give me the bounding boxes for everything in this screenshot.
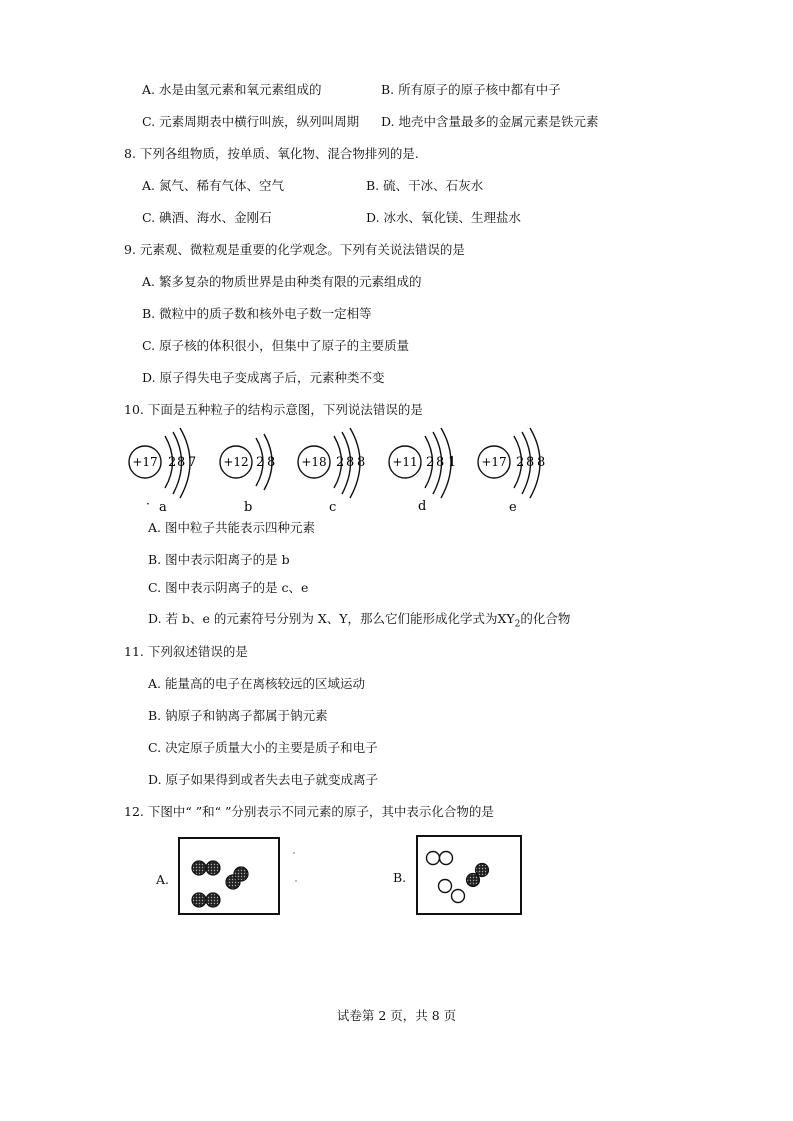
faint-dot <box>295 880 297 882</box>
q9-stem: 9. 元素观、微粒观是重要的化学观念。下列有关说法错误的是 <box>124 242 465 257</box>
particle-d-shell-1: 2 <box>426 455 435 470</box>
particle-c-label: c <box>329 500 337 515</box>
particle-b-shell-1: 2 <box>256 455 265 470</box>
particle-e-nucleus: +17 <box>481 455 507 469</box>
q8-option-c: C. 碘酒、海水、金刚石 <box>142 210 272 225</box>
particle-c <box>298 428 365 515</box>
dark-atom-icon <box>467 874 480 887</box>
q10-option-b: B. 图中表示阳离子的是 b <box>148 552 290 567</box>
dark-atom-icon <box>192 861 206 875</box>
particle-a-dot: · <box>146 497 150 511</box>
particle-d-label: d <box>418 499 427 514</box>
q8-option-a: A. 氮气、稀有气体、空气 <box>142 178 284 193</box>
dark-atom-icon <box>234 867 248 881</box>
q10-option-d-subscript: 2 <box>514 619 521 630</box>
q9-option-c: C. 原子核的体积很小，但集中了原子的主要质量 <box>142 338 410 353</box>
particle-a-shell-1: 2 <box>168 455 177 470</box>
particle-d-shell-2: 8 <box>436 455 445 470</box>
particle-b-nucleus: +12 <box>223 455 249 469</box>
white-atom-icon <box>452 890 465 903</box>
q11-option-d: D. 原子如果得到或者失去电子就变成离子 <box>148 772 379 787</box>
q10-stem: 10. 下面是五种粒子的结构示意图，下列说法错误的是 <box>124 402 423 417</box>
q11-option-a: A. 能量高的电子在离核较远的区域运动 <box>148 676 365 691</box>
q7-option-c: C. 元素周期表中横行叫族，纵列叫周期 <box>142 114 360 129</box>
white-atom-icon <box>439 880 452 893</box>
q7-option-b: B. 所有原子的原子核中都有中子 <box>381 82 561 97</box>
particle-c-shell-1: 2 <box>336 455 345 470</box>
q8-option-b: B. 硫、干冰、石灰水 <box>366 178 484 193</box>
q10-option-d-formula: XY <box>497 611 515 626</box>
q9-option-d: D. 原子得失电子变成离子后，元素种类不变 <box>142 370 385 385</box>
q9-option-b: B. 微粒中的质子数和核外电子数一定相等 <box>142 306 372 321</box>
particle-a-nucleus: +17 <box>132 455 158 469</box>
particle-c-nucleus: +18 <box>301 455 327 469</box>
particle-d-shell-3: 1 <box>448 455 457 470</box>
particle-e <box>478 428 545 515</box>
q12-option-b-label: B. <box>393 870 407 885</box>
q10-option-d-text: D. 若 b、e 的元素符号分别为 X、Y，那么它们能形成化学式为 <box>148 611 498 626</box>
q9-option-a: A. 繁多复杂的物质世界是由种类有限的元素组成的 <box>142 274 422 289</box>
q10-option-a: A. 图中粒子共能表示四种元素 <box>148 520 315 535</box>
atomic-structure-diagrams <box>0 420 793 520</box>
dark-atom-icon <box>206 893 220 907</box>
q12-diagram-b <box>415 834 523 916</box>
q7-option-a: A. 水是由氢元素和氧元素组成的 <box>142 82 322 97</box>
particle-e-shell-3: 8 <box>537 455 546 470</box>
q8-option-d: D. 冰水、氧化镁、生理盐水 <box>366 210 522 225</box>
particle-b-label: b <box>244 500 253 515</box>
particle-e-label: e <box>509 500 517 515</box>
particle-a-label: a <box>159 500 167 515</box>
particle-b <box>220 434 275 515</box>
q10-option-d <box>148 611 570 633</box>
page-footer: 试卷第 2 页，共 8 页 <box>336 1008 457 1023</box>
particle-a-shell-2: 8 <box>177 455 186 470</box>
particle-b-shell-2: 8 <box>267 455 276 470</box>
particle-d <box>389 428 456 514</box>
particle-a-shell-3: 7 <box>188 455 197 470</box>
particle-e-shell-1: 2 <box>516 455 525 470</box>
particle-a <box>129 428 196 515</box>
particle-c-shell-3: 8 <box>357 455 366 470</box>
particle-e-shell-2: 8 <box>526 455 535 470</box>
particle-d-nucleus: +11 <box>392 455 418 469</box>
faint-dot <box>293 852 295 854</box>
q7-option-d: D. 地壳中含量最多的金属元素是铁元素 <box>381 114 599 129</box>
white-atom-icon <box>427 852 440 865</box>
q11-option-b: B. 钠原子和钠离子都属于钠元素 <box>148 708 328 723</box>
q10-option-c: C. 图中表示阴离子的是 c、e <box>148 580 309 595</box>
q12-option-a-label: A. <box>156 872 170 887</box>
q10-option-d-tail: 的化合物 <box>520 611 571 626</box>
particle-c-shell-2: 8 <box>346 455 355 470</box>
q12-stem: 12. 下图中“ ”和“ ”分别表示不同元素的原子，其中表示化合物的是 <box>124 804 494 819</box>
q11-stem: 11. 下列叙述错误的是 <box>124 644 248 659</box>
dark-atom-icon <box>206 861 220 875</box>
q12-diagram-a <box>177 836 281 916</box>
q11-option-c: C. 决定原子质量大小的主要是质子和电子 <box>148 740 378 755</box>
white-atom-icon <box>440 852 453 865</box>
q8-stem: 8. 下列各组物质，按单质、氧化物、混合物排列的是. <box>124 146 419 161</box>
dark-atom-icon <box>192 893 206 907</box>
